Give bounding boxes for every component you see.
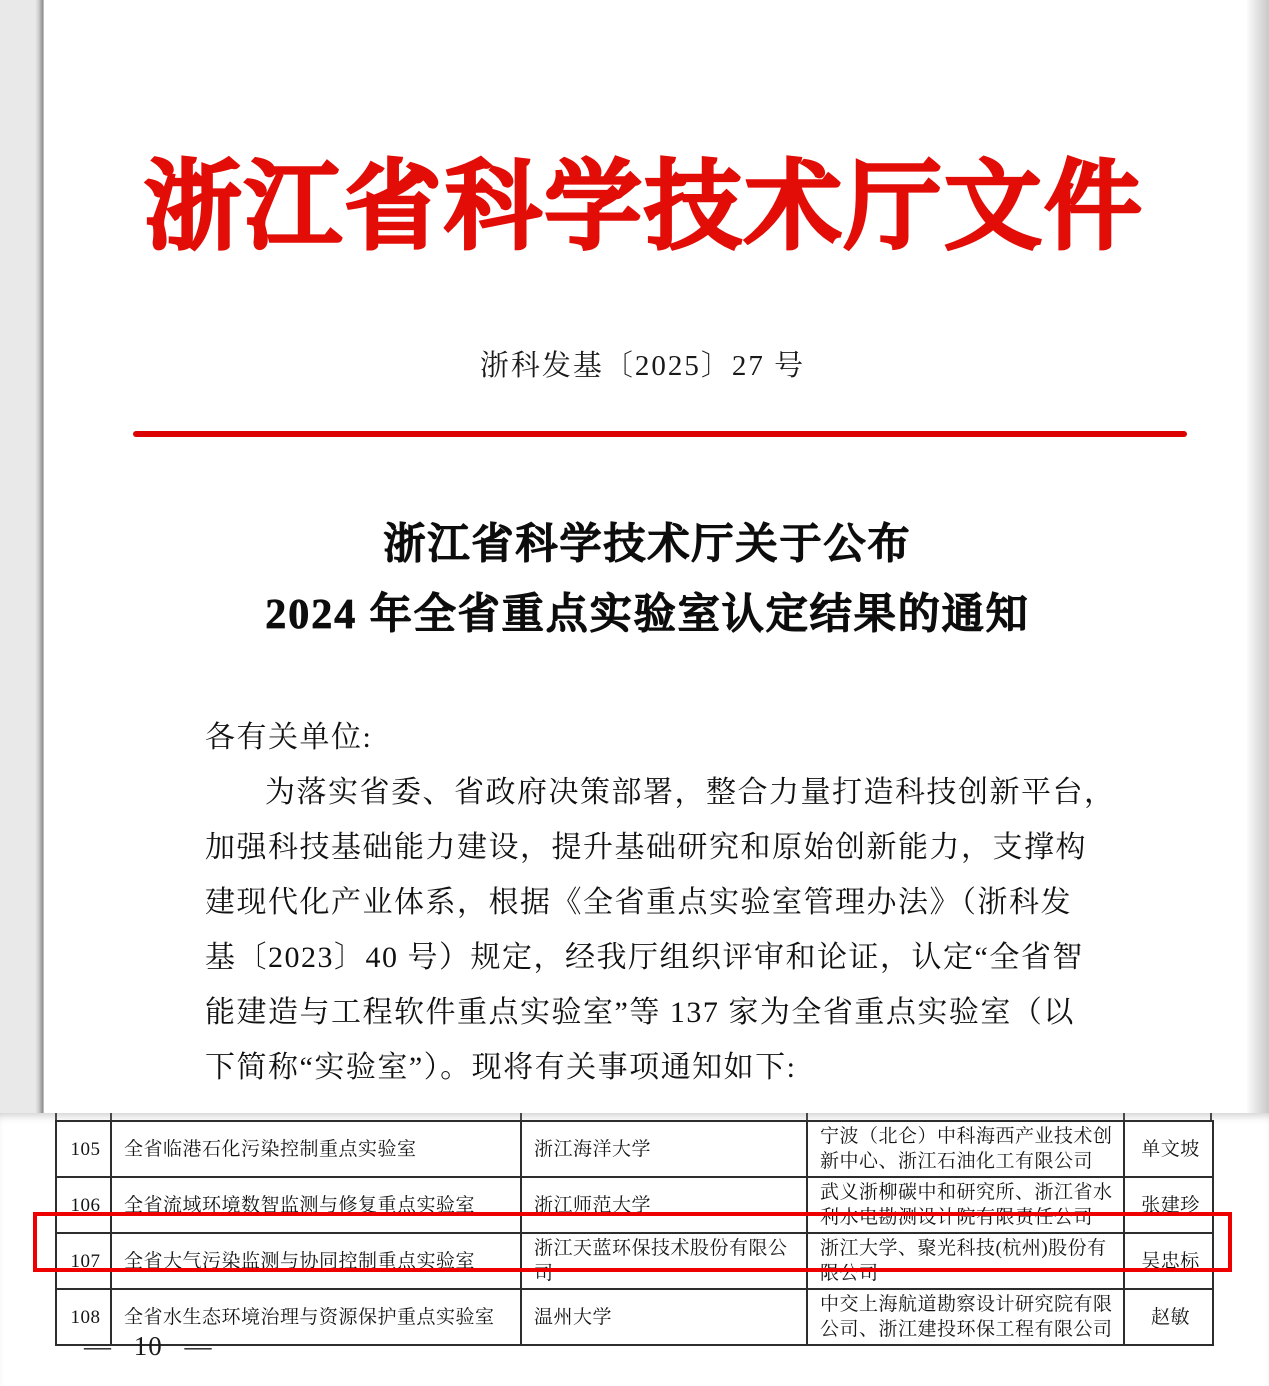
body-line-4: 基〔2023〕40 号）规定，经我厅组织评审和论证，认定“全省智 (205, 941, 1084, 974)
salutation: 各有关单位: (205, 721, 373, 754)
body-line-1: 为落实省委、省政府决策部署，整合力量打造科技创新平台， (265, 776, 1116, 809)
host-unit: 浙江海洋大学 (521, 1121, 807, 1177)
body-line-5: 能建造与工程软件重点实验室”等 137 家为全省重点实验室（以 (205, 996, 1075, 1029)
lab-director: 张建珍 (1124, 1177, 1213, 1233)
table-row-105 (56, 1121, 1213, 1177)
partner-units: 武义浙柳碳中和研究所、浙江省水利水电勘测设计院有限责任公司 (807, 1177, 1124, 1233)
body-line-6: 下简称“实验室”）。现将有关事项通知如下: (205, 1051, 797, 1084)
page-number: — 10 — (84, 1331, 213, 1361)
page-right-margin-shadow (1247, 0, 1269, 1113)
row-number: 108 (56, 1289, 111, 1345)
notice-title (0, 510, 1269, 650)
partner-units: 中交上海航道勘察设计研究院有限公司、浙江建投环保工程有限公司 (807, 1289, 1124, 1345)
notice-body (0, 710, 1269, 1095)
notice-title-line1: 浙江省科学技术厅关于公布 (383, 522, 912, 568)
lab-director: 吴忠标 (1124, 1233, 1213, 1289)
row-number: 106 (56, 1177, 111, 1233)
key-laboratory-table (55, 1120, 1214, 1346)
notice-title-line2: 2024 年全省重点实验室认定结果的通知 (265, 592, 1030, 638)
lab-name: 全省水生态环境治理与资源保护重点实验室 (111, 1289, 521, 1345)
lab-list-table-section (0, 1113, 1269, 1386)
lab-name: 全省大气污染监测与协同控制重点实验室 (111, 1233, 521, 1289)
partner-units: 浙江大学、聚光科技(杭州)股份有限公司 (807, 1233, 1124, 1289)
partner-units: 宁波（北仑）中科海西产业技术创新中心、浙江石油化工有限公司 (807, 1121, 1124, 1177)
body-line-2: 加强科技基础能力建设，提升基础研究和原始创新能力，支撑构 (205, 831, 1087, 864)
host-unit: 浙江天蓝环保技术股份有限公司 (521, 1233, 807, 1289)
red-divider-rule (133, 431, 1187, 437)
lab-name: 全省流域环境数智监测与修复重点实验室 (111, 1177, 521, 1233)
lab-name: 全省临港石化污染控制重点实验室 (111, 1121, 521, 1177)
row-number: 107 (56, 1233, 111, 1289)
document-number: 浙科发基〔2025〕27 号 (479, 350, 806, 382)
body-line-3: 建现代化产业体系，根据《全省重点实验室管理办法》（浙科发 (205, 886, 1072, 919)
lab-director: 单文坡 (1124, 1121, 1213, 1177)
row-number: 105 (56, 1121, 111, 1177)
host-unit: 温州大学 (521, 1289, 807, 1345)
table-row-107-highlighted (56, 1233, 1213, 1289)
lab-director: 赵敏 (1124, 1289, 1213, 1345)
host-unit: 浙江师范大学 (521, 1177, 807, 1233)
table-row-106 (56, 1177, 1213, 1233)
table-row-108 (56, 1289, 1213, 1345)
page-left-margin-shadow (0, 0, 44, 1113)
document-letterhead-title: 浙江省科学技术厅文件 (144, 154, 1145, 261)
